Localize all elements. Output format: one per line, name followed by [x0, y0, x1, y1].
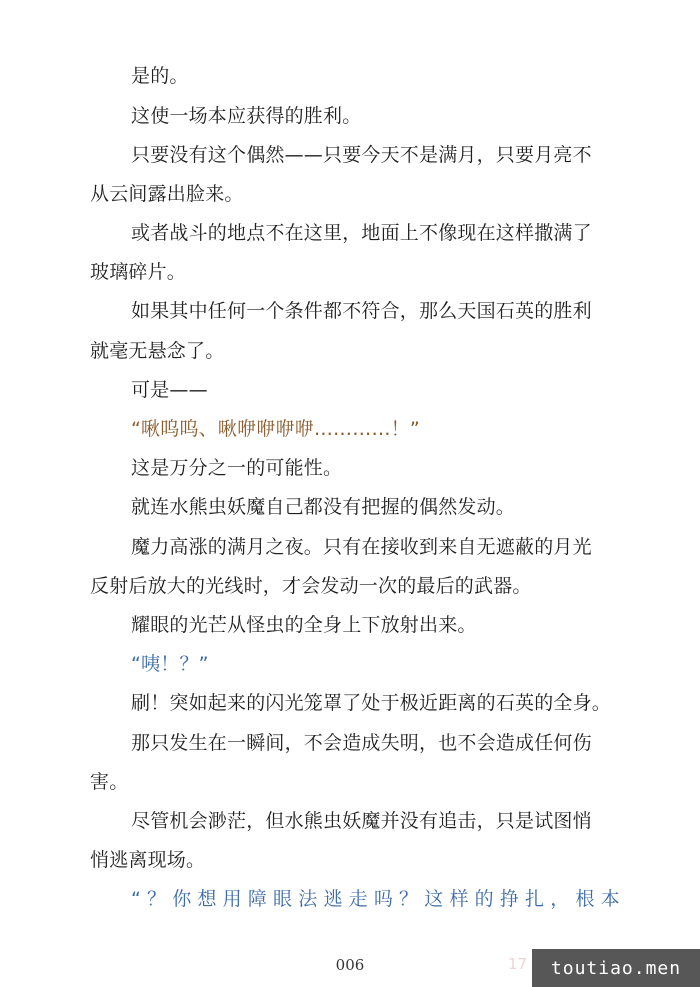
text-line: 这使一场本应获得的胜利。 [131, 105, 362, 127]
text-line: 就毫无悬念了。 [90, 340, 225, 362]
text-line: 害。 [90, 771, 129, 793]
dialogue-line-monster: “啾呜呜、啾咿咿咿咿…………！” [131, 418, 420, 440]
text-line: 刷！突如起来的闪光笼罩了处于极近距离的石英的全身。 [131, 692, 612, 714]
text-line: 或者战斗的地点不在这里，地面上不像现在这样撒满了 [131, 222, 592, 244]
dialogue-line-quartz: “？你想用障眼法逃走吗？这样的挣扎，根本 [131, 888, 626, 910]
text-line: 魔力高涨的满月之夜。只有在接收到来自无遮蔽的月光 [131, 536, 592, 558]
text-line: 只要没有这个偶然——只要今天不是满月，只要月亮不 [131, 144, 592, 166]
text-line: 尽管机会渺茫，但水熊虫妖魔并没有追击，只是试图悄 [131, 810, 592, 832]
watermark-faint-text: 17 [508, 955, 528, 973]
text-line: 就连水熊虫妖魔自己都没有把握的偶然发动。 [131, 496, 516, 518]
text-line: 玻璃碎片。 [90, 261, 187, 283]
watermark-badge [532, 949, 700, 987]
text-line: 如果其中任何一个条件都不符合，那么天国石英的胜利 [131, 300, 592, 322]
page-number: 006 [335, 956, 365, 974]
text-line: 反射后放大的光线时，才会发动一次的最后的武器。 [90, 575, 532, 597]
watermark [508, 949, 700, 987]
text-line: 耀眼的光芒从怪虫的全身上下放射出来。 [131, 614, 477, 636]
text-line: 可是—— [131, 379, 208, 401]
text-line: 悄逃离现场。 [90, 849, 206, 871]
dialogue-line-quartz: “咦！？” [131, 653, 209, 675]
text-line: 那只发生在一瞬间，不会造成失明，也不会造成任何伤 [131, 732, 592, 754]
text-line: 是的。 [131, 65, 189, 87]
text-line: 从云间露出脸来。 [90, 183, 244, 205]
text-line: 这是万分之一的可能性。 [131, 457, 343, 479]
watermark-brand: toutiao.men [550, 957, 682, 979]
